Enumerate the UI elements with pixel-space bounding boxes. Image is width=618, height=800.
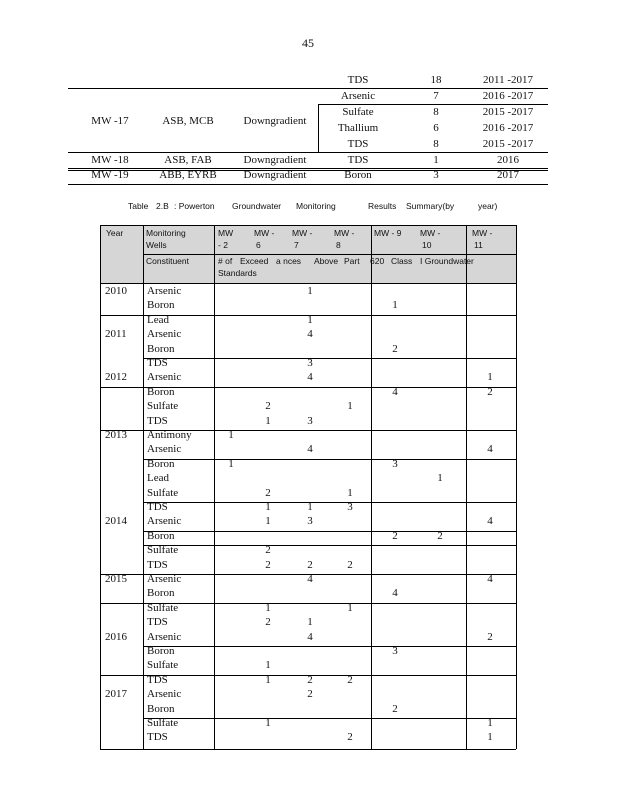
value-cell: 1 <box>307 285 313 297</box>
header-standards-part: Above <box>314 256 339 266</box>
constituent-cell: Boron <box>147 342 175 355</box>
header-year: Year <box>106 228 124 238</box>
top-table-direction: Downgradient <box>243 169 307 181</box>
header-well-suffix: 6 <box>256 240 261 250</box>
value-cell: 1 <box>307 616 313 629</box>
top-table-years: 2015 -2017 <box>482 138 534 150</box>
value-cell: 4 <box>487 443 493 456</box>
rule <box>516 225 517 749</box>
caption-part: Summary(by <box>406 201 455 211</box>
value-cell: 2 <box>487 630 493 643</box>
header-well: MW <box>218 228 234 238</box>
rule <box>143 254 516 255</box>
rule <box>100 225 516 226</box>
value-cell: 1 <box>265 601 271 614</box>
header-standards-part: Class <box>391 256 413 266</box>
value-cell: 2 <box>347 558 353 571</box>
value-cell: 1 <box>265 659 271 672</box>
year-label: 2017 <box>105 688 127 701</box>
top-table-count: 18 <box>430 74 442 86</box>
rule <box>68 170 548 171</box>
header-well: MW - <box>334 228 355 238</box>
rule <box>143 646 516 647</box>
value-cell: 1 <box>487 717 493 729</box>
constituent-cell: Sulfate <box>147 400 179 413</box>
value-cell: 2 <box>265 558 271 571</box>
caption-part: Results <box>368 201 397 211</box>
value-cell: 1 <box>265 515 271 528</box>
rule <box>143 459 516 460</box>
constituent-cell: TDS <box>147 414 168 427</box>
year-label: 2012 <box>105 371 127 384</box>
rule <box>143 502 516 503</box>
constituent-cell: Arsenic <box>147 371 182 384</box>
value-cell: 1 <box>392 299 398 312</box>
value-cell: 4 <box>307 443 313 456</box>
value-cell: 1 <box>487 371 493 384</box>
caption-part: year) <box>478 201 498 211</box>
header-standards-part: Exceed <box>240 256 269 266</box>
top-table-constituent: Arsenic <box>340 90 376 102</box>
constituent-cell: TDS <box>147 357 168 369</box>
value-cell: 4 <box>392 587 398 600</box>
header-well-suffix: 8 <box>336 240 341 250</box>
rule <box>68 88 548 89</box>
header-wells: Wells <box>146 240 167 250</box>
value-cell: 1 <box>265 717 271 729</box>
header-well: MW - <box>420 228 441 238</box>
value-cell: 1 <box>307 501 313 513</box>
header-well: MW - <box>292 228 313 238</box>
constituent-cell: Arsenic <box>147 515 182 528</box>
header-standards-part: 620 <box>370 256 385 266</box>
value-cell: 4 <box>487 515 493 528</box>
caption-part: Monitoring <box>296 201 336 211</box>
year-label: 2013 <box>105 429 127 441</box>
top-table-years: 2015 -2017 <box>482 106 534 118</box>
rule <box>214 225 215 749</box>
top-table-areas: ASB, FAB <box>164 154 212 166</box>
value-cell: 2 <box>347 731 353 744</box>
value-cell: 4 <box>307 371 313 384</box>
rule <box>68 168 548 169</box>
header-standards: Standards <box>218 268 257 278</box>
caption-part: Groundwater <box>232 201 282 211</box>
constituent-cell: TDS <box>147 731 168 744</box>
value-cell: 2 <box>265 400 271 413</box>
rule <box>318 104 548 105</box>
value-cell: 3 <box>307 515 313 528</box>
top-table-direction: Downgradient <box>243 115 307 127</box>
year-label: 2011 <box>105 328 127 341</box>
header-well-suffix: 11 <box>474 240 483 250</box>
value-cell: 3 <box>307 414 313 427</box>
rule <box>68 184 548 185</box>
value-cell: 1 <box>265 501 271 513</box>
top-table-years: 2017 <box>497 169 519 181</box>
rule <box>100 283 516 284</box>
top-table-constituent: TDS <box>347 154 369 166</box>
value-cell: 2 <box>265 616 271 629</box>
constituent-cell: Antimony <box>147 429 192 441</box>
header-well-suffix: 10 <box>422 240 432 250</box>
value-cell: 3 <box>392 645 398 657</box>
value-cell: 1 <box>228 457 234 470</box>
constituent-cell: Boron <box>147 299 175 312</box>
constituent-cell: Sulfate <box>147 659 179 672</box>
constituent-cell: Sulfate <box>147 486 179 499</box>
rule <box>143 531 516 532</box>
value-cell: 3 <box>307 357 313 369</box>
constituent-cell: Arsenic <box>147 285 182 297</box>
constituent-cell: Boron <box>147 702 175 715</box>
header-well: MW - 9 <box>374 228 402 238</box>
rule <box>100 225 101 749</box>
constituent-cell: Boron <box>147 645 175 657</box>
rule <box>143 358 516 359</box>
top-table-years: 2016 <box>497 154 519 166</box>
top-table-count: 8 <box>433 106 439 118</box>
header-standards-part: a nces <box>276 256 302 266</box>
constituent-cell: Boron <box>147 529 175 542</box>
top-table-years: 2016 -2017 <box>482 122 534 134</box>
value-cell: 1 <box>265 673 271 686</box>
value-cell: 1 <box>347 486 353 499</box>
year-label: 2014 <box>105 515 127 528</box>
value-cell: 2 <box>265 544 271 557</box>
value-cell: 2 <box>487 385 493 398</box>
value-cell: 4 <box>307 573 313 585</box>
top-table-areas: ASB, MCB <box>162 115 214 127</box>
top-table-well: MW -18 <box>91 154 129 166</box>
constituent-cell: TDS <box>147 501 168 513</box>
constituent-cell: Lead <box>147 313 169 326</box>
value-cell: 4 <box>487 573 493 585</box>
constituent-cell: Boron <box>147 587 175 600</box>
rule <box>318 104 319 152</box>
value-cell: 1 <box>265 414 271 427</box>
value-cell: 1 <box>307 313 313 326</box>
top-table-count: 8 <box>433 138 439 150</box>
constituent-cell: Arsenic <box>147 573 182 585</box>
top-table-count: 7 <box>433 90 439 102</box>
top-table-constituent: Sulfate <box>342 106 374 118</box>
top-table-constituent: TDS <box>347 74 369 86</box>
value-cell: 4 <box>307 328 313 341</box>
value-cell: 2 <box>392 529 398 542</box>
top-table-count: 1 <box>433 154 439 166</box>
caption-part: Table <box>128 201 149 211</box>
constituent-cell: TDS <box>147 616 168 629</box>
value-cell: 2 <box>347 673 353 686</box>
top-table-constituent: Boron <box>344 169 372 181</box>
value-cell: 4 <box>392 385 398 398</box>
value-cell: 1 <box>437 472 443 485</box>
header-standards-part: # of <box>218 256 233 266</box>
value-cell: 1 <box>487 731 493 744</box>
rule <box>143 545 516 546</box>
header-well-suffix: - 2 <box>218 240 228 250</box>
top-table-count: 3 <box>433 169 439 181</box>
value-cell: 2 <box>307 558 313 571</box>
rule <box>466 225 467 749</box>
value-cell: 2 <box>392 702 398 715</box>
rule <box>100 749 516 750</box>
top-table-years: 2016 -2017 <box>482 90 534 102</box>
rule <box>68 152 548 153</box>
year-label: 2010 <box>105 285 127 297</box>
value-cell: 2 <box>307 688 313 701</box>
top-table-direction: Downgradient <box>243 154 307 166</box>
constituent-cell: Boron <box>147 385 175 398</box>
value-cell: 1 <box>228 429 234 441</box>
value-cell: 2 <box>307 673 313 686</box>
header-well-suffix: 7 <box>294 240 299 250</box>
year-label: 2016 <box>105 630 127 643</box>
top-table-well: MW -19 <box>91 169 129 181</box>
top-table-count: 6 <box>433 122 439 134</box>
rule <box>143 225 144 749</box>
constituent-cell: Sulfate <box>147 544 179 557</box>
constituent-cell: Arsenic <box>147 630 182 643</box>
constituent-cell: Arsenic <box>147 688 182 701</box>
constituent-cell: Arsenic <box>147 443 182 456</box>
constituent-cell: TDS <box>147 558 168 571</box>
page-number: 45 <box>302 36 314 50</box>
constituent-cell: Arsenic <box>147 328 182 341</box>
header-constituent: Constituent <box>146 256 189 266</box>
value-cell: 4 <box>307 630 313 643</box>
rule <box>143 718 516 719</box>
value-cell: 3 <box>392 457 398 470</box>
top-table-constituent: TDS <box>347 138 369 150</box>
value-cell: 2 <box>265 486 271 499</box>
top-table-well: MW -17 <box>91 115 129 127</box>
header-standards-part: I Groundwater <box>420 256 474 266</box>
header-standards-part: Part <box>344 256 360 266</box>
value-cell: 1 <box>347 400 353 413</box>
constituent-cell: Sulfate <box>147 601 179 614</box>
value-cell: 3 <box>347 501 353 513</box>
value-cell: 2 <box>392 342 398 355</box>
header-well: MW - <box>472 228 493 238</box>
value-cell: 1 <box>347 601 353 614</box>
caption-part: : Powerton <box>174 201 215 211</box>
top-table-years: 2011 -2017 <box>482 74 534 86</box>
top-table-constituent: Thallium <box>337 122 379 134</box>
caption-part: 2.B <box>156 201 169 211</box>
constituent-cell: Lead <box>147 472 169 485</box>
constituent-cell: Boron <box>147 457 175 470</box>
rule <box>371 225 372 749</box>
year-label: 2015 <box>105 573 127 585</box>
value-cell: 2 <box>437 529 443 542</box>
header-well: MW - <box>254 228 275 238</box>
top-table-areas: ABB, EYRB <box>159 169 217 181</box>
constituent-cell: Sulfate <box>147 717 179 729</box>
constituent-cell: TDS <box>147 673 168 686</box>
header-monitoring: Monitoring <box>146 228 186 238</box>
